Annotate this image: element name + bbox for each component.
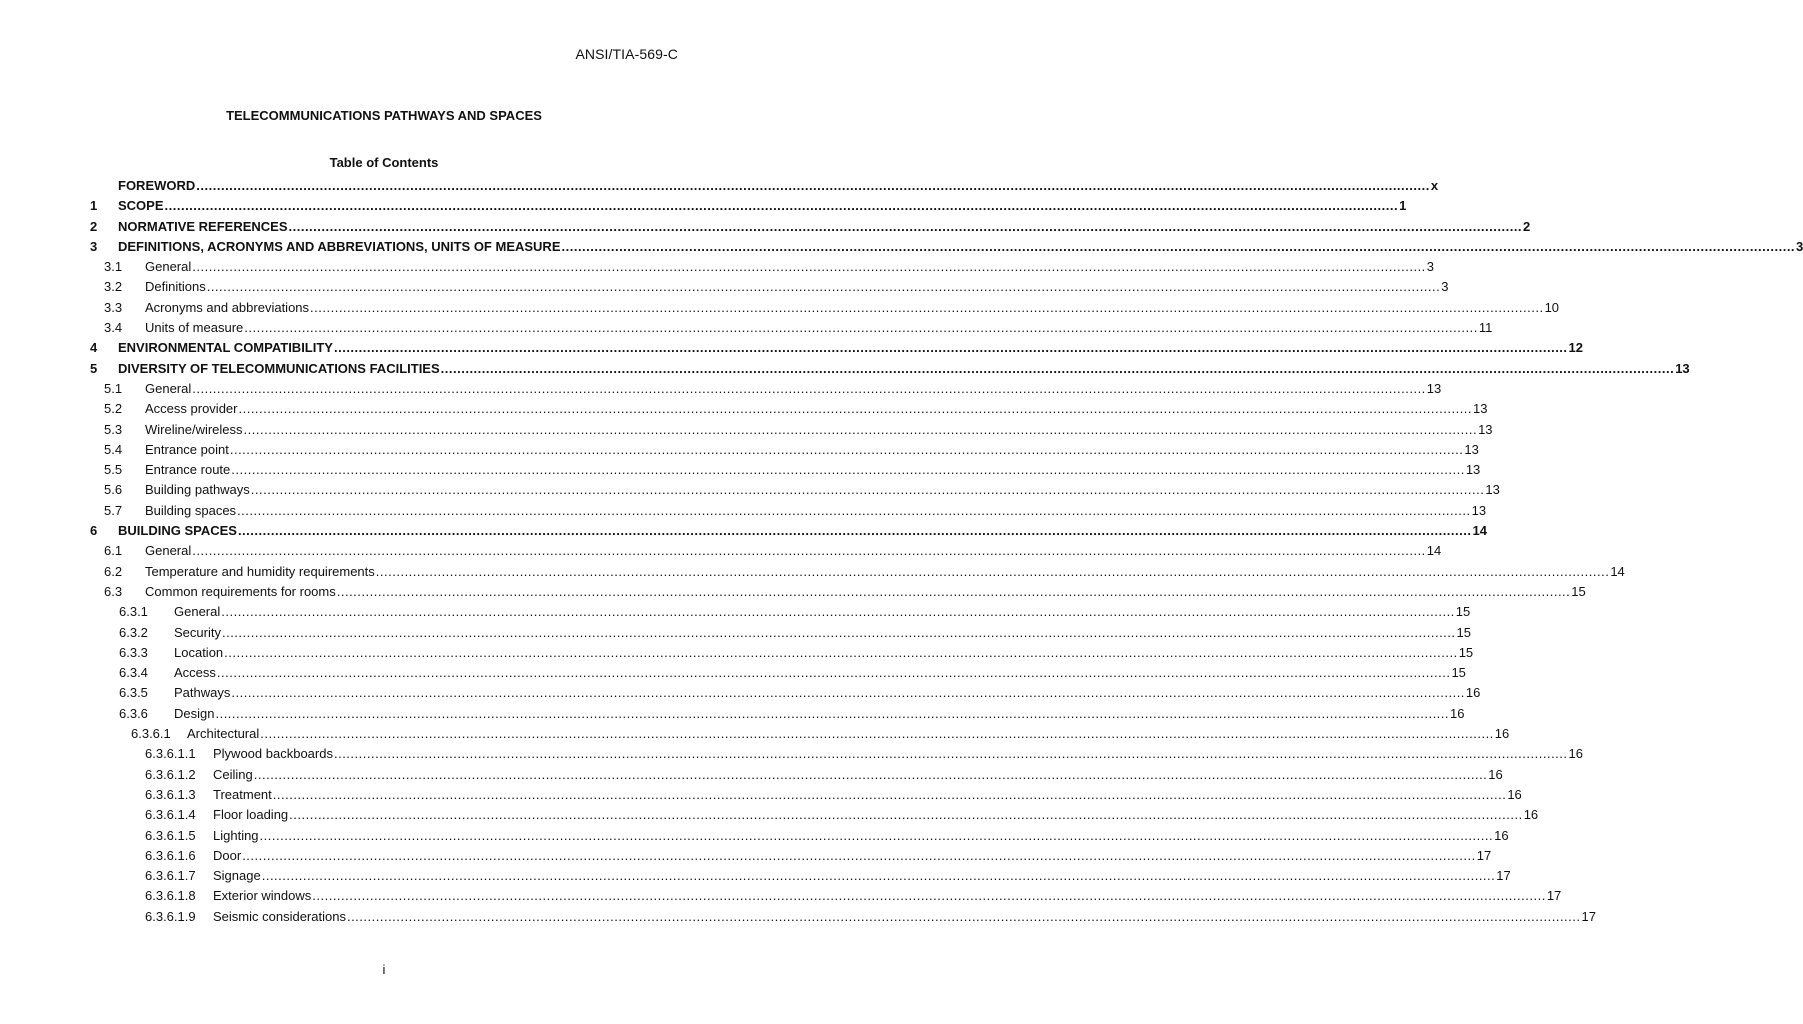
toc-entry-number: 6.3.6.1.7 <box>145 868 196 884</box>
toc-dot-leader: ............................................................................................................................................................................................................................................................................................................ <box>312 888 1546 904</box>
toc-entry[interactable] <box>90 482 1500 502</box>
toc-entry-page: 1 <box>1399 198 1407 214</box>
toc-entry[interactable] <box>90 259 1435 279</box>
toc-entry-number: 5.7 <box>104 502 123 518</box>
toc-entry-page: 14 <box>1610 563 1625 579</box>
toc-entry-page: 16 <box>1568 746 1583 762</box>
toc-entry[interactable] <box>90 299 1560 320</box>
toc-entry-title: General <box>145 543 192 559</box>
toc-entry[interactable] <box>90 786 1522 807</box>
toc-entry-number: 6.3.6.1.4 <box>145 807 196 823</box>
toc-entry-page: 10 <box>1544 299 1560 315</box>
toc-entry[interactable] <box>90 766 1503 787</box>
toc-dot-leader: ............................................................................................................................................................................................................................................................................................................ <box>192 380 1426 396</box>
document-title: TELECOMMUNICATIONS PATHWAYS AND SPACES <box>226 108 542 123</box>
toc-entry-page: 12 <box>1568 340 1583 356</box>
toc-entry-page: 15 <box>1455 604 1471 620</box>
toc-entry[interactable] <box>90 847 1492 868</box>
toc-entry-number: 6.3.6.1 <box>131 726 171 742</box>
toc-entry[interactable] <box>90 827 1509 848</box>
toc-entry[interactable] <box>90 807 1539 827</box>
toc-entry[interactable] <box>90 279 1449 299</box>
toc-dot-leader: ............................................................................................................................................................................................................................................................................................................ <box>259 827 1494 843</box>
toc-entry[interactable] <box>90 908 1596 929</box>
toc-entry-number: 5.1 <box>104 380 123 396</box>
toc-entry-title: ENVIRONMENTAL COMPATIBILITY <box>118 340 333 356</box>
toc-dot-leader: ............................................................................................................................................................................................................................................................................................................ <box>250 482 1485 498</box>
toc-entry-page: 11 <box>1478 320 1493 336</box>
toc-entry-page: 13 <box>1464 441 1479 457</box>
toc-entry-number: 3 <box>90 238 98 254</box>
toc-entry[interactable] <box>90 198 1407 218</box>
toc-dot-leader: ............................................................................................................................................................................................................................................................................................................ <box>242 847 1476 863</box>
toc-entry-title: Building spaces <box>145 502 237 518</box>
toc-entry-title: General <box>145 380 192 396</box>
toc-entry-title: Building pathways <box>145 482 250 498</box>
toc-entry[interactable] <box>90 218 1531 239</box>
toc-entry[interactable] <box>90 685 1481 705</box>
toc-entry-title: NORMATIVE REFERENCES <box>118 218 288 234</box>
toc-entry-number: 6.3.6.1.9 <box>145 908 196 924</box>
toc-entry[interactable] <box>90 178 1439 198</box>
toc-entry-title: Entrance route <box>145 462 231 478</box>
toc-entry-page: 3 <box>1796 238 1803 254</box>
toc-entry[interactable] <box>90 380 1442 401</box>
toc-entry[interactable] <box>90 746 1583 766</box>
toc-entry-number: 6.3.6 <box>119 705 148 721</box>
toc-entry-title: FOREWORD <box>118 178 196 193</box>
toc-entry-number: 6.3.6.1.5 <box>145 827 196 843</box>
toc-entry-page: 15 <box>1456 624 1471 640</box>
toc-entry-page: x <box>1430 178 1439 193</box>
toc-dot-leader: ............................................................................................................................................................................................................................................................................................................ <box>289 807 1523 823</box>
toc-entry-number: 6 <box>90 523 98 539</box>
toc-dot-leader: ............................................................................................................................................................................................................................................................................................................ <box>260 726 1494 742</box>
toc-entry[interactable] <box>90 726 1510 746</box>
toc-entry-number: 5.2 <box>104 401 123 417</box>
toc-dot-leader: ............................................................................................................................................................................................................................................................................................................ <box>272 786 1507 802</box>
toc-entry-page: 16 <box>1507 786 1522 802</box>
toc-entry-number: 3.1 <box>104 259 123 275</box>
toc-entry-title: Signage <box>213 868 261 884</box>
toc-dot-leader: ............................................................................................................................................................................................................................................................................................................ <box>238 401 1473 417</box>
toc-entry[interactable] <box>90 340 1583 360</box>
toc-entry-page: 16 <box>1450 705 1465 721</box>
toc-entry-title: Ceiling <box>213 766 253 782</box>
toc-entry-title: Pathways <box>174 685 231 701</box>
page-number: i <box>382 962 386 977</box>
toc-dot-leader: ............................................................................................................................................................................................................................................................................................................ <box>561 238 1796 254</box>
toc-dot-leader: ............................................................................................................................................................................................................................................................................................................ <box>288 218 1523 234</box>
toc-dot-leader: ............................................................................................................................................................................................................................................................................................................ <box>333 746 1568 762</box>
toc-entry-page: 17 <box>1476 847 1492 863</box>
toc-dot-leader: ............................................................................................................................................................................................................................................................................................................ <box>221 604 1455 620</box>
toc-entry-title: Plywood backboards <box>213 746 333 762</box>
toc-dot-leader: ............................................................................................................................................................................................................................................................................................................ <box>231 462 1465 478</box>
toc-entry-page: 14 <box>1426 543 1442 559</box>
toc-heading: Table of Contents <box>329 155 439 170</box>
toc-dot-leader: ............................................................................................................................................................................................................................................................................................................ <box>231 685 1465 701</box>
toc-entry-page: 15 <box>1571 583 1586 599</box>
toc-entry-title: Door <box>213 847 242 863</box>
toc-entry-title: Common requirements for rooms <box>145 583 336 599</box>
toc-entry[interactable] <box>90 888 1562 908</box>
toc-entry-page: 13 <box>1473 401 1488 417</box>
toc-entry-number: 6.3.1 <box>119 604 148 620</box>
toc-entry-title: Acronyms and abbreviations <box>145 299 310 315</box>
toc-entry-number: 6.1 <box>104 543 123 559</box>
toc-entry-title: Exterior windows <box>213 888 312 904</box>
toc-entry-page: 16 <box>1488 766 1503 782</box>
toc-dot-leader: ............................................................................................................................................................................................................................................................................................................ <box>221 624 1456 640</box>
toc-entry-title: BUILDING SPACES <box>118 523 237 539</box>
toc-entry-title: Seismic considerations <box>213 908 346 924</box>
toc-entry-page: 14 <box>1472 523 1487 539</box>
toc-entry[interactable] <box>90 604 1471 624</box>
toc-entry-title: Access <box>174 665 216 681</box>
toc-entry-number: 6.3.6.1.1 <box>145 746 196 762</box>
toc-dot-leader: ............................................................................................................................................................................................................................................................................................................ <box>229 441 1464 457</box>
toc-entry-title: Lighting <box>213 827 259 843</box>
toc-dot-leader: ............................................................................................................................................................................................................................................................................................................ <box>333 340 1568 356</box>
toc-dot-leader: ............................................................................................................................................................................................................................................................................................................ <box>192 543 1426 559</box>
toc-entry-title: General <box>174 604 221 620</box>
toc-entry[interactable] <box>90 644 1474 665</box>
toc-dot-leader: ............................................................................................................................................................................................................................................................................................................ <box>206 279 1441 295</box>
toc-entry-number: 5.6 <box>104 482 123 498</box>
toc-entry-title: DEFINITIONS, ACRONYMS AND ABBREVIATIONS, UNITS OF MEASURE <box>118 238 561 254</box>
toc-dot-leader: ............................................................................................................................................................................................................................................................................................................ <box>310 299 1544 315</box>
toc-entry-page: 2 <box>1523 218 1531 234</box>
toc-dot-leader: ............................................................................................................................................................................................................................................................................................................ <box>224 644 1458 660</box>
toc-entry-page: 15 <box>1451 665 1466 681</box>
table-of-contents <box>90 178 1803 929</box>
toc-entry-number: 6.3.4 <box>119 665 148 681</box>
toc-entry-number: 6.3.3 <box>119 644 148 660</box>
document-id: ANSI/TIA-569-C <box>575 46 678 62</box>
toc-entry[interactable] <box>90 583 1586 604</box>
toc-entry-number: 6.3.2 <box>119 624 148 640</box>
toc-entry[interactable] <box>90 502 1487 523</box>
toc-entry-page: 13 <box>1675 360 1690 376</box>
toc-entry[interactable] <box>90 523 1487 543</box>
toc-entry-number: 6.3.6.1.8 <box>145 888 196 904</box>
toc-entry[interactable] <box>90 705 1465 726</box>
toc-entry-number: 2 <box>90 218 98 234</box>
toc-entry-number: 5.4 <box>104 441 123 457</box>
toc-entry-title: Temperature and humidity requirements <box>145 563 375 579</box>
toc-entry-number: 4 <box>90 340 98 356</box>
toc-dot-leader: ............................................................................................................................................................................................................................................................................................................ <box>237 523 1472 539</box>
toc-entry-page: 16 <box>1494 827 1509 843</box>
toc-entry-title: Wireline/wireless <box>145 421 243 437</box>
toc-entry-number: 5.3 <box>104 421 123 437</box>
toc-entry-number: 3.4 <box>104 320 123 336</box>
toc-entry[interactable] <box>90 868 1511 888</box>
toc-entry[interactable] <box>90 421 1493 442</box>
toc-dot-leader: ............................................................................................................................................................................................................................................................................................................ <box>346 908 1581 924</box>
toc-entry-title: Definitions <box>145 279 206 295</box>
toc-entry[interactable] <box>90 360 1690 381</box>
toc-dot-leader: ............................................................................................................................................................................................................................................................................................................ <box>243 421 1478 437</box>
toc-entry-page: 13 <box>1465 462 1481 478</box>
toc-dot-leader: ............................................................................................................................................................................................................................................................................................................ <box>216 665 1451 681</box>
toc-entry-page: 3 <box>1426 259 1435 275</box>
toc-entry-number: 6.2 <box>104 563 123 579</box>
toc-dot-leader: ............................................................................................................................................................................................................................................................................................................ <box>244 320 1478 336</box>
toc-entry-number: 6.3.5 <box>119 685 148 701</box>
toc-entry-title: Entrance point <box>145 441 229 457</box>
toc-entry-page: 16 <box>1523 807 1539 823</box>
toc-entry[interactable] <box>90 543 1442 563</box>
toc-entry-page: 3 <box>1441 279 1449 295</box>
toc-entry-title: Architectural <box>187 726 260 742</box>
toc-entry[interactable] <box>90 320 1493 340</box>
toc-entry-title: Security <box>174 624 221 640</box>
toc-entry-title: Design <box>174 705 215 721</box>
toc-entry-number: 5 <box>90 360 98 376</box>
toc-entry-page: 17 <box>1546 888 1562 904</box>
toc-dot-leader: ............................................................................................................................................................................................................................................................................................................ <box>440 360 1675 376</box>
toc-entry-title: Floor loading <box>213 807 289 823</box>
toc-dot-leader: ............................................................................................................................................................................................................................................................................................................ <box>164 198 1399 214</box>
toc-entry-title: DIVERSITY OF TELECOMMUNICATIONS FACILITIES <box>118 360 440 376</box>
toc-entry-page: 15 <box>1458 644 1474 660</box>
toc-entry-page: 16 <box>1494 726 1510 742</box>
toc-entry-title: Treatment <box>213 786 272 802</box>
toc-entry-title: SCOPE <box>118 198 164 214</box>
toc-dot-leader: ............................................................................................................................................................................................................................................................................................................ <box>261 868 1496 884</box>
toc-entry-page: 13 <box>1426 380 1442 396</box>
toc-entry-number: 5.5 <box>104 462 123 478</box>
toc-entry[interactable] <box>90 563 1625 584</box>
toc-entry[interactable] <box>90 462 1481 482</box>
toc-entry-number: 6.3 <box>104 583 123 599</box>
toc-entry-number: 6.3.6.1.6 <box>145 847 196 863</box>
toc-entry-page: 13 <box>1471 502 1487 518</box>
toc-entry-number: 6.3.6.1.2 <box>145 766 196 782</box>
toc-entry-title: General <box>145 259 192 275</box>
toc-entry-number: 1 <box>90 198 98 214</box>
toc-dot-leader: ............................................................................................................................................................................................................................................................................................................ <box>237 502 1471 518</box>
toc-dot-leader: ............................................................................................................................................................................................................................................................................................................ <box>196 178 1430 193</box>
toc-entry[interactable] <box>90 401 1488 421</box>
toc-dot-leader: ............................................................................................................................................................................................................................................................................................................ <box>253 766 1488 782</box>
toc-entry-page: 13 <box>1485 482 1500 498</box>
toc-dot-leader: ............................................................................................................................................................................................................................................................................................................ <box>215 705 1450 721</box>
toc-entry[interactable] <box>90 665 1466 685</box>
toc-entry-number: 6.3.6.1.3 <box>145 786 196 802</box>
toc-entry-number: 3.3 <box>104 299 123 315</box>
toc-entry-page: 13 <box>1478 421 1493 437</box>
toc-dot-leader: ............................................................................................................................................................................................................................................................................................................ <box>375 563 1610 579</box>
toc-entry-page: 17 <box>1496 868 1511 884</box>
toc-entry-title: Location <box>174 644 224 660</box>
toc-entry-page: 16 <box>1465 685 1481 701</box>
toc-entry-title: Units of measure <box>145 320 244 336</box>
toc-entry[interactable] <box>90 238 1803 259</box>
toc-entry[interactable] <box>90 441 1479 462</box>
toc-entry-number: 3.2 <box>104 279 123 295</box>
toc-dot-leader: ............................................................................................................................................................................................................................................................................................................ <box>336 583 1571 599</box>
toc-entry-page: 17 <box>1581 908 1596 924</box>
toc-entry-title: Access provider <box>145 401 238 417</box>
toc-dot-leader: ............................................................................................................................................................................................................................................................................................................ <box>192 259 1426 275</box>
toc-entry[interactable] <box>90 624 1471 645</box>
